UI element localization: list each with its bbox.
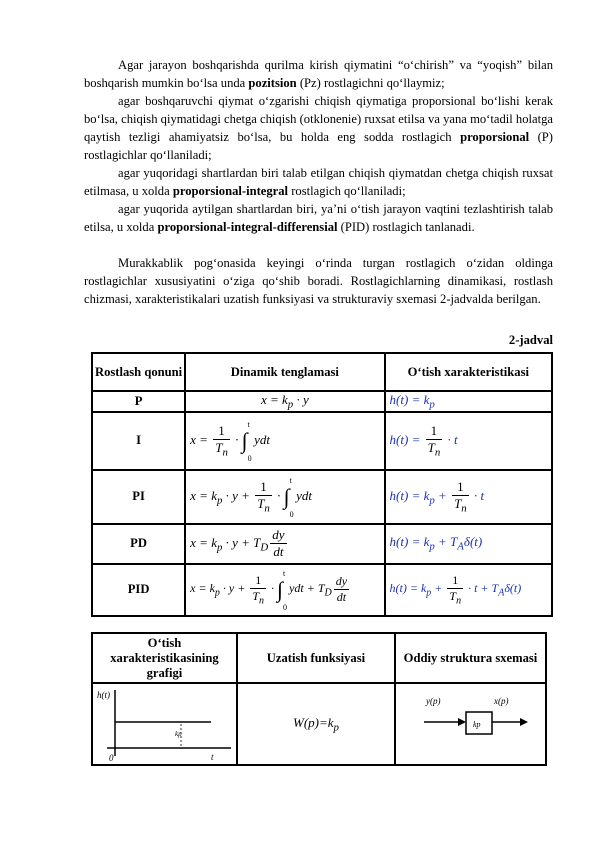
scheme-block: kp [472, 720, 481, 729]
paragraph-positional: Agar jarayon boshqarishda qurilma kirish qiymatini “o‘chirish” va “yoqish” bilan boshqarish mumkin bo‘lsa unda pozitsion (Pz) rostlagichni qo‘llaymiz; [84, 58, 553, 90]
header-law: Rostlash qonuni [92, 353, 185, 391]
table-row [92, 524, 552, 564]
graph-ylabel: h(t) [97, 690, 110, 700]
table-row [92, 391, 552, 412]
graph-xlabel: t [211, 752, 214, 762]
equation-pd: $x = k_p \cdot y + T_D$ $\frac{dy}{dt}$ [185, 524, 384, 564]
table-row [92, 412, 552, 470]
header-transfer: Uzatish funksiyasi [237, 633, 395, 683]
header-equation: Dinamik tenglamasi [185, 353, 384, 391]
transient-graph [92, 683, 237, 765]
transfer-function: $W(p)=k_p$ [237, 683, 395, 765]
header-transient: O‘tish xarakteristikasi [385, 353, 552, 391]
header-graph: O‘tish xarakteristikasining grafigi [92, 633, 237, 683]
equation-p: $x = k_p \cdot y$ [185, 391, 384, 412]
transient-pi: $h(t) = k_p$ + $\frac{1}{T_n}$ · t [385, 470, 552, 524]
law-name: PD [92, 524, 185, 564]
transient-pid: $h(t) = k_p$ + $\frac{1}{T_n}$ · $t + T_A\delta(t)$ [385, 564, 552, 616]
table-caption: 2-jadval [508, 333, 553, 347]
graph-mark: kp [175, 730, 182, 738]
paragraph-pi: agar yuqoridagi shartlardan biri talab etilgan chiqish qiymatdan chetga chiqish ruxsat etilmasa, u xolda proporsional-integral rostlagich qo‘llaniladi; [84, 166, 553, 198]
table-row [92, 470, 552, 524]
scheme-output: x(p) [493, 696, 509, 706]
regulator-structure-table [91, 632, 547, 766]
law-name: P [92, 391, 185, 412]
header-scheme: Oddiy struktura sxemasi [395, 633, 546, 683]
law-name: I [92, 412, 185, 470]
law-name: PI [92, 470, 185, 524]
equation-i: x = $\frac{1}{T_n}$ · ∫ t 0 ydt [185, 412, 384, 470]
table-row [92, 683, 546, 765]
scheme-input: y(p) [425, 696, 441, 706]
transient-p: $h(t) = k_p$ [385, 391, 552, 412]
structure-scheme [395, 683, 546, 765]
paragraph-proportional: agar boshqaruvchi qiymat o‘zgarishi chiqish qiymatiga proporsional bo‘lishi kerak bo‘lsa, chiqish qiymatidagi chetga chiqish (otklonenie) ruxsat etilsa va yana mo‘tadil holatga qaytish tezligi ahamiyatsiz bo‘lsa, bu holda eng sodda rostlagich proporsional (P) rostlagichlar qo‘llaniladi; [84, 94, 553, 162]
paragraph-complexity: Murakkablik pog‘onasida keyingi o‘rinda turgan rostlagich o‘zidan oldinga rostlagichlar xususiyatini o‘ziga qo‘shib boradi. Rostlagichlarning dinamikasi, rostlash chizmasi, xarakteristikalari uzatish funksiyasi va strukturaviy sxemasi 2-jadvalda berilgan. [84, 256, 553, 306]
equation-pi: $x = k_p \cdot y$ + $\frac{1}{T_n}$ · ∫ t 0 ydt [185, 470, 384, 524]
table-row [92, 564, 552, 616]
transient-i: h(t) = $\frac{1}{T_n}$ · t [385, 412, 552, 470]
transient-pd: $h(t) = k_p + T_A\delta(t)$ [385, 524, 552, 564]
equation-pid: $x = k_p \cdot y$ + $\frac{1}{T_n}$ · ∫ t 0 ydt + $T_D$ $\frac{dy}{dt}$ [185, 564, 384, 616]
regulator-laws-table [91, 352, 553, 617]
law-name: PID [92, 564, 185, 616]
paragraph-pid: agar yuqorida aytilgan shartlardan biri, ya’ni o‘tish jarayon vaqtini tezlashtirish talab etilsa, u xolda proporsional-integral-differensial (PID) rostlagich tanlanadi. [84, 202, 553, 234]
graph-origin: 0 [109, 753, 114, 763]
